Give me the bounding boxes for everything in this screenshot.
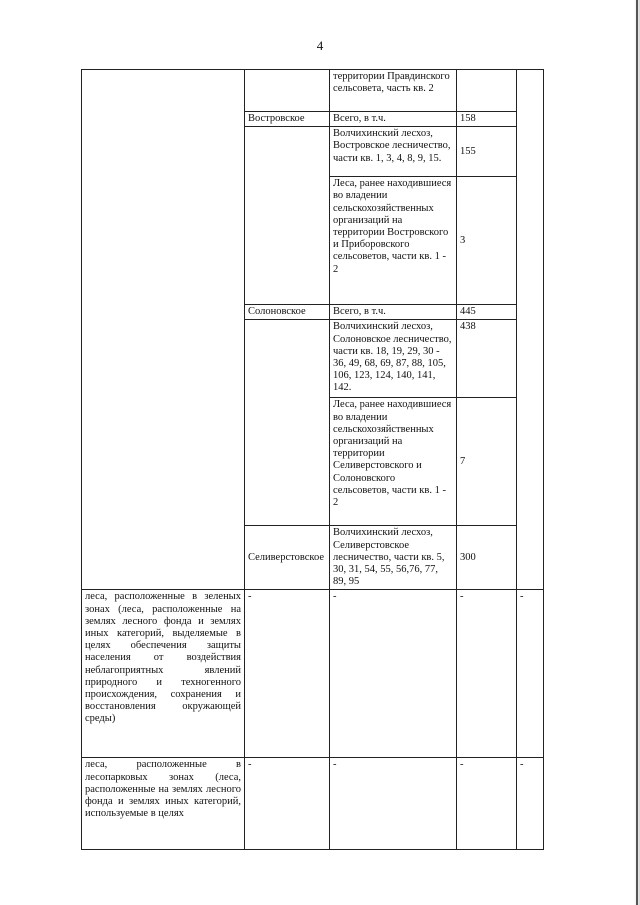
- extra-cell: [517, 70, 544, 590]
- forestry-name-cell: Солоновское: [245, 305, 330, 320]
- category-cell: леса, расположенные в лесопарковых зонах (леса, расположенные на землях лесного фонда и землях иных категорий, используемые в целях: [82, 758, 245, 850]
- forestry-cell: [245, 70, 330, 112]
- forestry-name-cell: Востровское: [245, 112, 330, 127]
- area-cell: 155: [457, 127, 517, 177]
- scan-edge-line: [636, 0, 638, 905]
- description-cell: Всего, в т.ч.: [330, 112, 457, 127]
- forestry-cell: -: [245, 758, 330, 850]
- description-cell: территории Правдинского сельсовета, часть кв. 2: [330, 70, 457, 112]
- description-cell: Всего, в т.ч.: [330, 305, 457, 320]
- category-cell: [82, 70, 245, 590]
- table-row: [82, 758, 544, 850]
- area-cell: 300: [457, 526, 517, 590]
- area-cell: 158: [457, 112, 517, 127]
- category-cell: леса, расположенные в зеленых зонах (леса, расположенные на землях лесного фонда и землях иных категорий, выделяемые в целях обеспечения защиты населения от воздействия неблагоприятных явлений природного и техногенного происхождения, сохранения и восстановления окружающей среды): [82, 590, 245, 758]
- forestry-cell: [245, 320, 330, 526]
- description-cell: Волчихинский лесхоз, Селиверстовское лесничество, части кв. 5, 30, 31, 54, 55, 56,76, 77, 89, 95: [330, 526, 457, 590]
- area-cell: [457, 70, 517, 112]
- area-cell: 438: [457, 320, 517, 398]
- description-cell: -: [330, 590, 457, 758]
- description-cell: -: [330, 758, 457, 850]
- area-cell: 7: [457, 398, 517, 526]
- description-cell: Леса, ранее находившиеся во владении сельскохозяйственных организаций на территории Востровского и Приборовского сельсоветов, части кв. 1 - 2: [330, 177, 457, 305]
- table-row: [82, 590, 544, 758]
- extra-cell: -: [517, 590, 544, 758]
- forestry-cell: -: [245, 590, 330, 758]
- description-cell: Волчихинский лесхоз, Востровское лесничество, части кв. 1, 3, 4, 8, 9, 15.: [330, 127, 457, 177]
- description-cell: Волчихинский лесхоз, Солоновское лесничество, части кв. 18, 19, 29, 30 - 36, 49, 68, 69, 87, 88, 105, 106, 123, 124, 140, 141, 142.: [330, 320, 457, 398]
- forestry-cell: [245, 127, 330, 305]
- forestry-name-cell: Селиверстовское: [245, 526, 330, 590]
- page-number: 4: [316, 38, 324, 53]
- description-cell: Леса, ранее находившиеся во владении сельскохозяйственных организаций на территории Селиверстовского и Солоновского сельсоветов, части кв. 1 - 2: [330, 398, 457, 526]
- table-row: [82, 70, 544, 112]
- area-cell: 3: [457, 177, 517, 305]
- extra-cell: -: [517, 758, 544, 850]
- area-cell: 445: [457, 305, 517, 320]
- forest-areas-table: [81, 69, 544, 850]
- area-cell: -: [457, 590, 517, 758]
- area-cell: -: [457, 758, 517, 850]
